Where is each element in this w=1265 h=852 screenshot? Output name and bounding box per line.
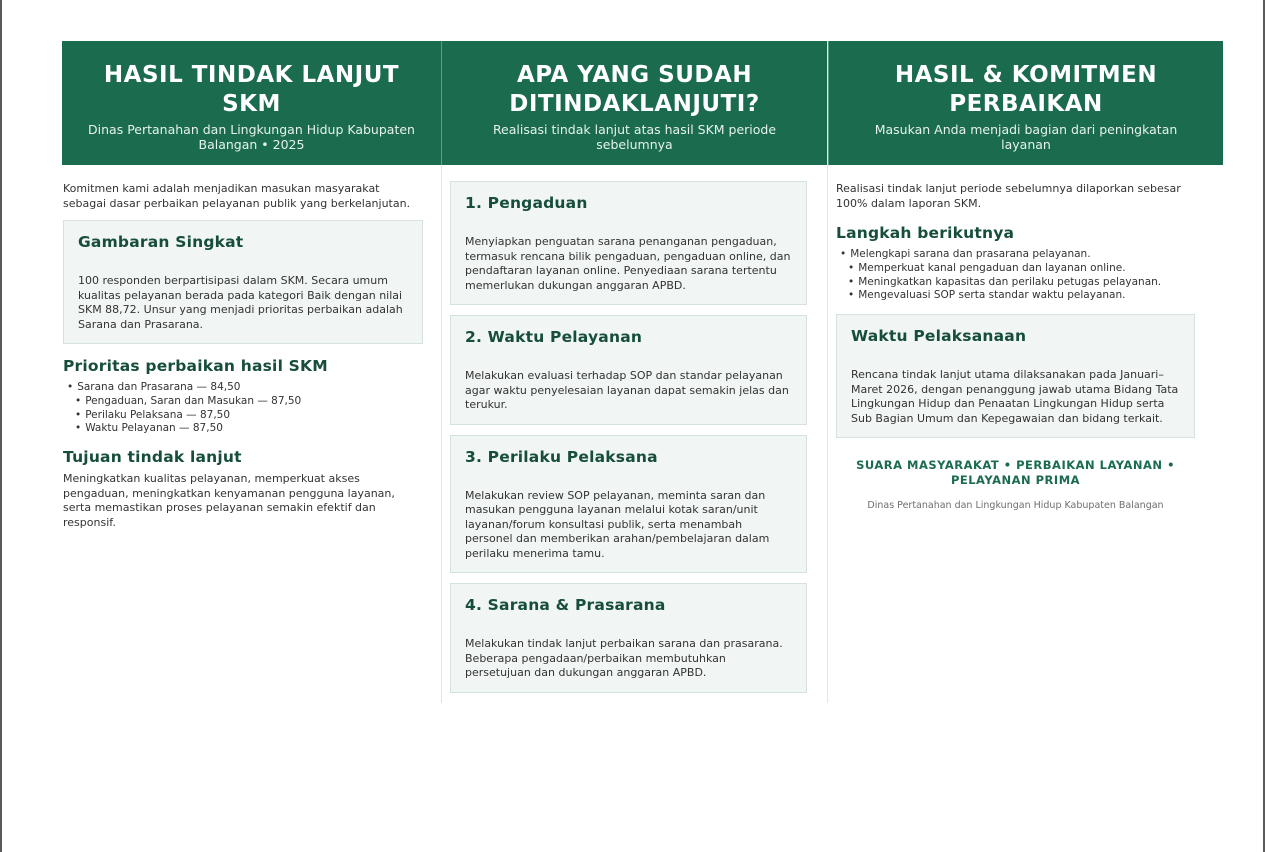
followup-card-perilaku-pelaksana	[450, 435, 807, 574]
brochure-sheet	[62, 41, 1223, 703]
list-item: • Sarana dan Prasarana — 84,50	[63, 381, 423, 395]
list-item: • Perilaku Pelaksana — 87,50	[63, 409, 423, 423]
list-item: • Meningkatkan kapasitas dan perilaku petugas pelayanan.	[836, 276, 1195, 290]
followup-card-title: 1. Pengaduan	[465, 194, 588, 212]
column-commitment	[828, 41, 1223, 703]
followup-card-sarana-prasarana	[450, 583, 807, 693]
realization-intro: Realisasi tindak lanjut periode sebelumnya dilaporkan sebesar 100% dalam laporan SKM.	[836, 182, 1181, 210]
followup-card-title: 3. Perilaku Pelaksana	[465, 447, 658, 466]
goal-title: Tujuan tindak lanjut	[63, 448, 242, 467]
commitment-intro: Komitmen kami adalah menjadikan masukan masyarakat sebagai dasar perbaikan pelayanan publik yang berkelanjutan.	[63, 182, 411, 210]
next-steps-title: Langkah berikutnya	[836, 224, 1015, 242]
summary-title: Gambaran Singkat	[78, 233, 244, 251]
followup-card-text: Menyiapkan penguatan sarana penanganan pengaduan, termasuk rencana bilik pengaduan, pengaduan online, dan pendaftaran layanan online. Penyediaan sarana tertentu memerlukan dukungan anggaran APBD.	[465, 235, 791, 292]
column-commitment-header	[828, 41, 1223, 165]
next-steps-list	[836, 248, 1195, 303]
list-item: • Waktu Pelayanan — 87,50	[63, 422, 423, 436]
footer-agency: Dinas Pertanahan dan Lingkungan Hidup Kabupaten Balangan	[867, 500, 1164, 512]
column-results-subtitle: Dinas Pertanahan dan Lingkungan Hidup Kabupaten Balangan • 2025	[88, 122, 415, 152]
column-followup	[441, 41, 828, 703]
followup-card-text: Melakukan review SOP pelayanan, meminta saran dan masukan pengguna layanan melalui kotak saran/unit layanan/forum konsultasi publik, serta menambah personel dan memberikan arahan/pembelajaran dalam perilaku menerima tamu.	[465, 488, 770, 560]
column-followup-subtitle: Realisasi tindak lanjut atas hasil SKM periode sebelumnya	[492, 122, 777, 152]
schedule-title: Waktu Pelaksanaan	[851, 327, 1027, 346]
list-item: • Memperkuat kanal pengaduan dan layanan online.	[836, 262, 1195, 276]
column-results-title: HASIL TINDAK LANJUT SKM	[103, 62, 400, 117]
goal-text: Meningkatkan kualitas pelayanan, memperkuat akses pengaduan, meningkatkan kenyamanan pengguna layanan, serta memastikan proses pelayanan semakin efektif dan responsif.	[63, 472, 395, 529]
list-item: • Pengaduan, Saran dan Masukan — 87,50	[63, 395, 423, 409]
followup-card-title: 2. Waktu Pelayanan	[465, 328, 643, 346]
slogan: SUARA MASYARAKAT • PERBAIKAN LAYANAN • PELAYANAN PRIMA	[856, 458, 1175, 488]
list-item: • Mengevaluasi SOP serta standar waktu pelayanan.	[836, 289, 1195, 303]
column-followup-header	[441, 41, 827, 165]
priorities-title: Prioritas perbaikan hasil SKM	[63, 357, 328, 375]
followup-card-title: 4. Sarana & Prasarana	[465, 596, 666, 614]
followup-card-text: Melakukan evaluasi terhadap SOP dan standar pelayanan agar waktu penyelesaian layanan dapat semakin jelas dan terukur.	[465, 369, 789, 411]
summary-text: 100 responden berpartisipasi dalam SKM. Secara umum kualitas pelayanan berada pada kategori Baik dengan nilai SKM 88,72. Unsur yang menjadi prioritas perbaikan adalah Sarana dan Prasarana.	[78, 274, 403, 331]
column-commitment-title: HASIL & KOMITMEN PERBAIKAN	[894, 62, 1158, 117]
list-item: • Melengkapi sarana dan prasarana pelayanan.	[836, 248, 1195, 262]
followup-card-pengaduan	[450, 181, 807, 305]
priorities-list	[63, 381, 423, 436]
summary-card	[63, 220, 423, 344]
schedule-text: Rencana tindak lanjut utama dilaksanakan pada Januari–Maret 2026, dengan penanggung jawab utama Bidang Tata Lingkungan Hidup dan Penaatan Lingkungan Hidup serta Sub Bagian Umum dan Kepegawaian dan bidang terkait.	[851, 368, 1179, 425]
column-results	[62, 41, 441, 703]
schedule-card	[836, 314, 1195, 438]
column-commitment-subtitle: Masukan Anda menjadi bagian dari peningkatan layanan	[874, 122, 1178, 152]
column-results-header	[62, 41, 441, 165]
followup-card-text: Melakukan tindak lanjut perbaikan sarana dan prasarana. Beberapa pengadaan/perbaikan membutuhkan persetujuan dan dukungan anggaran APBD.	[465, 637, 783, 679]
followup-card-waktu-pelayanan	[450, 315, 807, 425]
column-followup-title: APA YANG SUDAH DITINDAKLANJUTI?	[509, 62, 760, 117]
